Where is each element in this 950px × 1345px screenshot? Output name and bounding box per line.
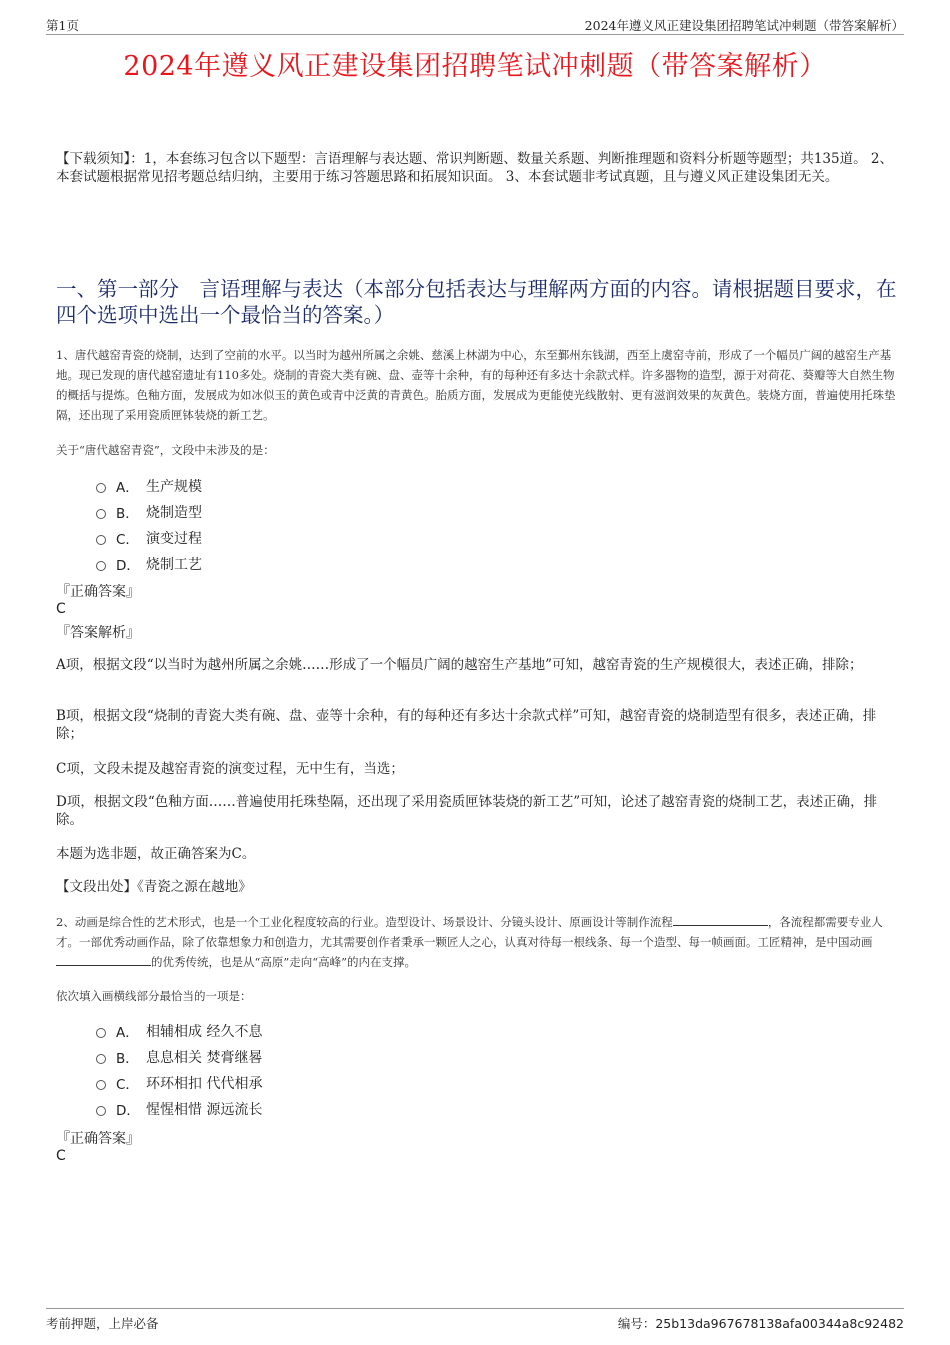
question-1-stem: 1、唐代越窑青瓷的烧制，达到了空前的水平。以当时为越州所属之余姚、慈溪上林湖为中心，东至鄞州东钱湖，西至上虞窑寺前，形成了一个幅员广阔的越窑生产基地。现已发现的唐代越窑遗址有110多处。烧制的青瓷大类有碗、盘、壶等十余种，有的每种还有多达十余款式样。许多器物的造型，源于对荷花、葵瓣等大自然生物的概括与提炼。色釉方面，发展成为如冰似玉的黄色或青中泛黄的青黄色。胎质方面，发展成为更能使光线散射、更有滋润效果的灰黄色。装烧方面，普遍使用托珠垫隔，还出现了采用瓷质匣钵装烧的新工艺。	[56, 348, 896, 422]
analysis-c: C项，文段未提及越窑青瓷的演变过程，无中生有，当选；	[56, 761, 404, 777]
option-letter: D．	[116, 558, 140, 574]
option-text: 烧制工艺	[146, 557, 202, 573]
radio-button[interactable]	[96, 535, 106, 545]
option-d[interactable]	[96, 1096, 262, 1122]
document-title: 2024年遵义风正建设集团招聘笔试冲刺题（带答案解析）	[123, 51, 827, 82]
radio-button[interactable]	[96, 1054, 106, 1064]
page-footer	[46, 1308, 904, 1331]
option-text: 生产规模	[146, 479, 202, 495]
radio-button[interactable]	[96, 1080, 106, 1090]
fill-blank-1	[673, 913, 768, 926]
option-text: 烧制造型	[146, 505, 202, 521]
question-2-ask: 依次填入画横线部分最恰当的一项是：	[56, 989, 252, 1003]
download-notice: 【下载须知】：1，本套练习包含以下题型：言语理解与表达题、常识判断题、数量关系题、判断推理题和资料分析题等题型；共135道。 2、本套试题根据常见招考题总结归纳，主要用于练习答题思路和拓展知识面。 3、本套试题非考试真题，且与遵义风正建设集团无关。	[56, 151, 893, 185]
page-number: 第1页	[46, 18, 79, 33]
analysis-label: 『答案解析』	[56, 625, 140, 641]
question-1-ask: 关于“唐代越窑青瓷”，文段中未涉及的是：	[56, 443, 275, 457]
code-label: 编号：	[617, 1316, 656, 1331]
option-text: 息息相关 焚膏继晷	[146, 1050, 263, 1066]
fill-blank-2	[56, 953, 151, 966]
question-2-stem	[56, 912, 902, 972]
stem-text: 的优秀传统，也是从“高原”走向“高峰”的内在支撑。	[151, 955, 417, 969]
option-letter: C．	[116, 1077, 139, 1093]
analysis-a: A项，根据文段“以当时为越州所属之余姚……形成了一个幅员广阔的越窑生产基地”可知，越窑青瓷的生产规模很大，表述正确，排除；	[56, 657, 863, 673]
option-letter: B．	[116, 506, 139, 522]
option-letter: D．	[116, 1103, 140, 1119]
option-letter: B．	[116, 1051, 139, 1067]
section-title: 一、第一部分 言语理解与表达（本部分包括表达与理解两方面的内容。请根据题目要求，在四个选项中选出一个最恰当的答案。）	[56, 277, 897, 327]
option-a[interactable]	[96, 473, 202, 499]
correct-answer-label: 『正确答案』	[56, 584, 140, 600]
option-a[interactable]	[96, 1018, 262, 1044]
correct-answer-label: 『正确答案』	[56, 1131, 140, 1147]
analysis-conclusion: 本题为选非题，故正确答案为C。	[56, 846, 256, 862]
code-value: 25b13da967678138afa00344a8c92482	[655, 1316, 904, 1331]
option-c[interactable]	[96, 1070, 262, 1096]
question-1-options	[96, 473, 202, 577]
option-b[interactable]	[96, 499, 202, 525]
footer-code	[618, 1314, 904, 1332]
option-letter: A．	[116, 480, 139, 496]
option-text: 环环相扣 代代相承	[146, 1076, 263, 1092]
correct-answer-value: C	[56, 1148, 66, 1164]
radio-button[interactable]	[96, 483, 106, 493]
option-text: 相辅相成 经久不息	[146, 1024, 263, 1040]
option-c[interactable]	[96, 525, 202, 551]
radio-button[interactable]	[96, 1028, 106, 1038]
option-text: 惺惺相惜 源远流长	[146, 1102, 263, 1118]
footer-slogan: 考前押题，上岸必备	[46, 1316, 159, 1331]
analysis-d: D项，根据文段“色釉方面……普遍使用托珠垫隔，还出现了采用瓷质匣钵装烧的新工艺”可知，论述了越窑青瓷的烧制工艺，表述正确，排除。	[56, 794, 878, 828]
radio-button[interactable]	[96, 1106, 106, 1116]
stem-text: 2、动画是综合性的艺术形式，也是一个工业化程度较高的行业。造型设计、场景设计、分镜头设计、原画设计等制作流程	[56, 915, 673, 929]
option-text: 演变过程	[146, 531, 202, 547]
option-letter: C．	[116, 532, 139, 548]
analysis-source: 【文段出处】《青瓷之源在越地》	[56, 879, 252, 895]
option-letter: A．	[116, 1025, 139, 1041]
correct-answer-value: C	[56, 601, 66, 617]
stem-text: ，各流程都需要专业人才。一部优秀动画作品，除了依靠想象力和创造力，尤其需要创作者秉承一颗匠人之心，认真对待每一根线条、每一个造型、每一帧画面。工匠精神，是中国动画	[56, 915, 883, 949]
question-2-options	[96, 1018, 262, 1122]
analysis-b: B项，根据文段“烧制的青瓷大类有碗、盘、壶等十余种，有的每种还有多达十余款式样”可知，越窑青瓷的烧制造型有很多，表述正确，排除；	[56, 708, 877, 742]
option-b[interactable]	[96, 1044, 262, 1070]
option-d[interactable]	[96, 551, 202, 577]
page-header	[46, 14, 904, 35]
header-doc-title: 2024年遵义风正建设集团招聘笔试冲刺题（带答案解析）	[584, 18, 904, 33]
radio-button[interactable]	[96, 561, 106, 571]
radio-button[interactable]	[96, 509, 106, 519]
